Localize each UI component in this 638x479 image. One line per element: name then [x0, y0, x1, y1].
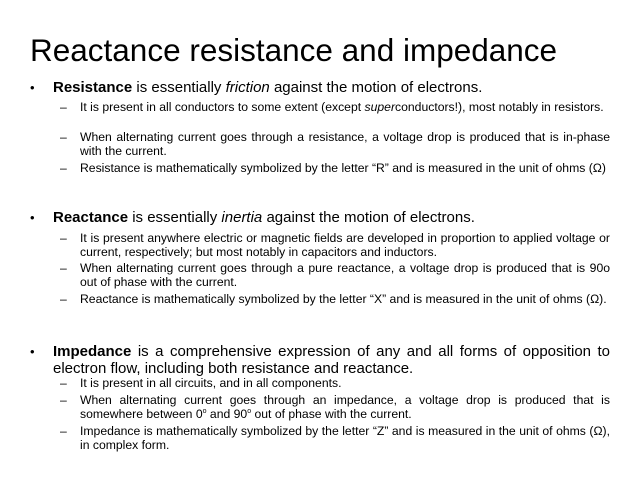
dash-marker: – — [60, 231, 67, 245]
dash-marker: – — [60, 261, 67, 275]
bullet-marker: • — [30, 80, 35, 95]
sub-bullet: – When alternating current goes through an impedance, a voltage drop is produced that is somewhere between 0$^o$ and 90$^o$ out of phase with the current. — [60, 393, 610, 421]
bullet-resistance: • Resistance is essentially friction against the motion of electrons. — [30, 79, 483, 96]
dash-marker: – — [60, 393, 67, 407]
sub-bullet: – Impedance is mathematically symbolized by the letter “Z” and is measured in the unit of ohms (Ω), in complex form. — [60, 424, 610, 452]
bullet-reactance: • Reactance is essentially inertia against the motion of electrons. — [30, 209, 475, 226]
degree-mark: o — [202, 407, 207, 415]
sub-bullet: – It is present in all circuits, and in all components. — [60, 376, 342, 390]
dash-marker: – — [60, 100, 67, 114]
sub-bullet: – It is present anywhere electric or magnetic fields are developed in proportion to applied voltage or current, respectively; but most notably in capacitors and inductors. — [60, 231, 610, 259]
term-impedance: Impedance — [53, 343, 132, 360]
dash-marker: – — [60, 130, 67, 144]
dash-marker: – — [60, 292, 67, 306]
dash-marker: – — [60, 376, 67, 390]
sub-bullet: – When alternating current goes through a resistance, a voltage drop is produced that is in-phase with the current. — [60, 130, 610, 158]
sub-bullet: – Reactance is mathematically symbolized by the letter “X” and is measured in the unit of ohms (Ω). — [60, 292, 607, 306]
sub-bullet: – It is present in all conductors to some extent (except superconductors!), most notably in resistors. — [60, 100, 604, 114]
slide-title: Reactance resistance and impedance — [30, 32, 558, 68]
degree-mark: o — [247, 407, 252, 415]
sub-bullet: – When alternating current goes through a pure reactance, a voltage drop is produced that is 90o out of phase with the current. — [60, 261, 610, 289]
bullet-marker: • — [30, 210, 35, 225]
term-resistance: Resistance — [53, 79, 133, 96]
bullet-marker: • — [30, 344, 35, 359]
bullet-impedance: • Impedance is a comprehensive expression of any and all forms of opposition to electron flow, including both resistance and reactance. — [30, 343, 610, 377]
sub-bullet: – Resistance is mathematically symbolized by the letter “R” and is measured in the unit of ohms (Ω) — [60, 161, 606, 175]
dash-marker: – — [60, 424, 67, 438]
dash-marker: – — [60, 161, 67, 175]
term-reactance: Reactance — [53, 209, 129, 226]
